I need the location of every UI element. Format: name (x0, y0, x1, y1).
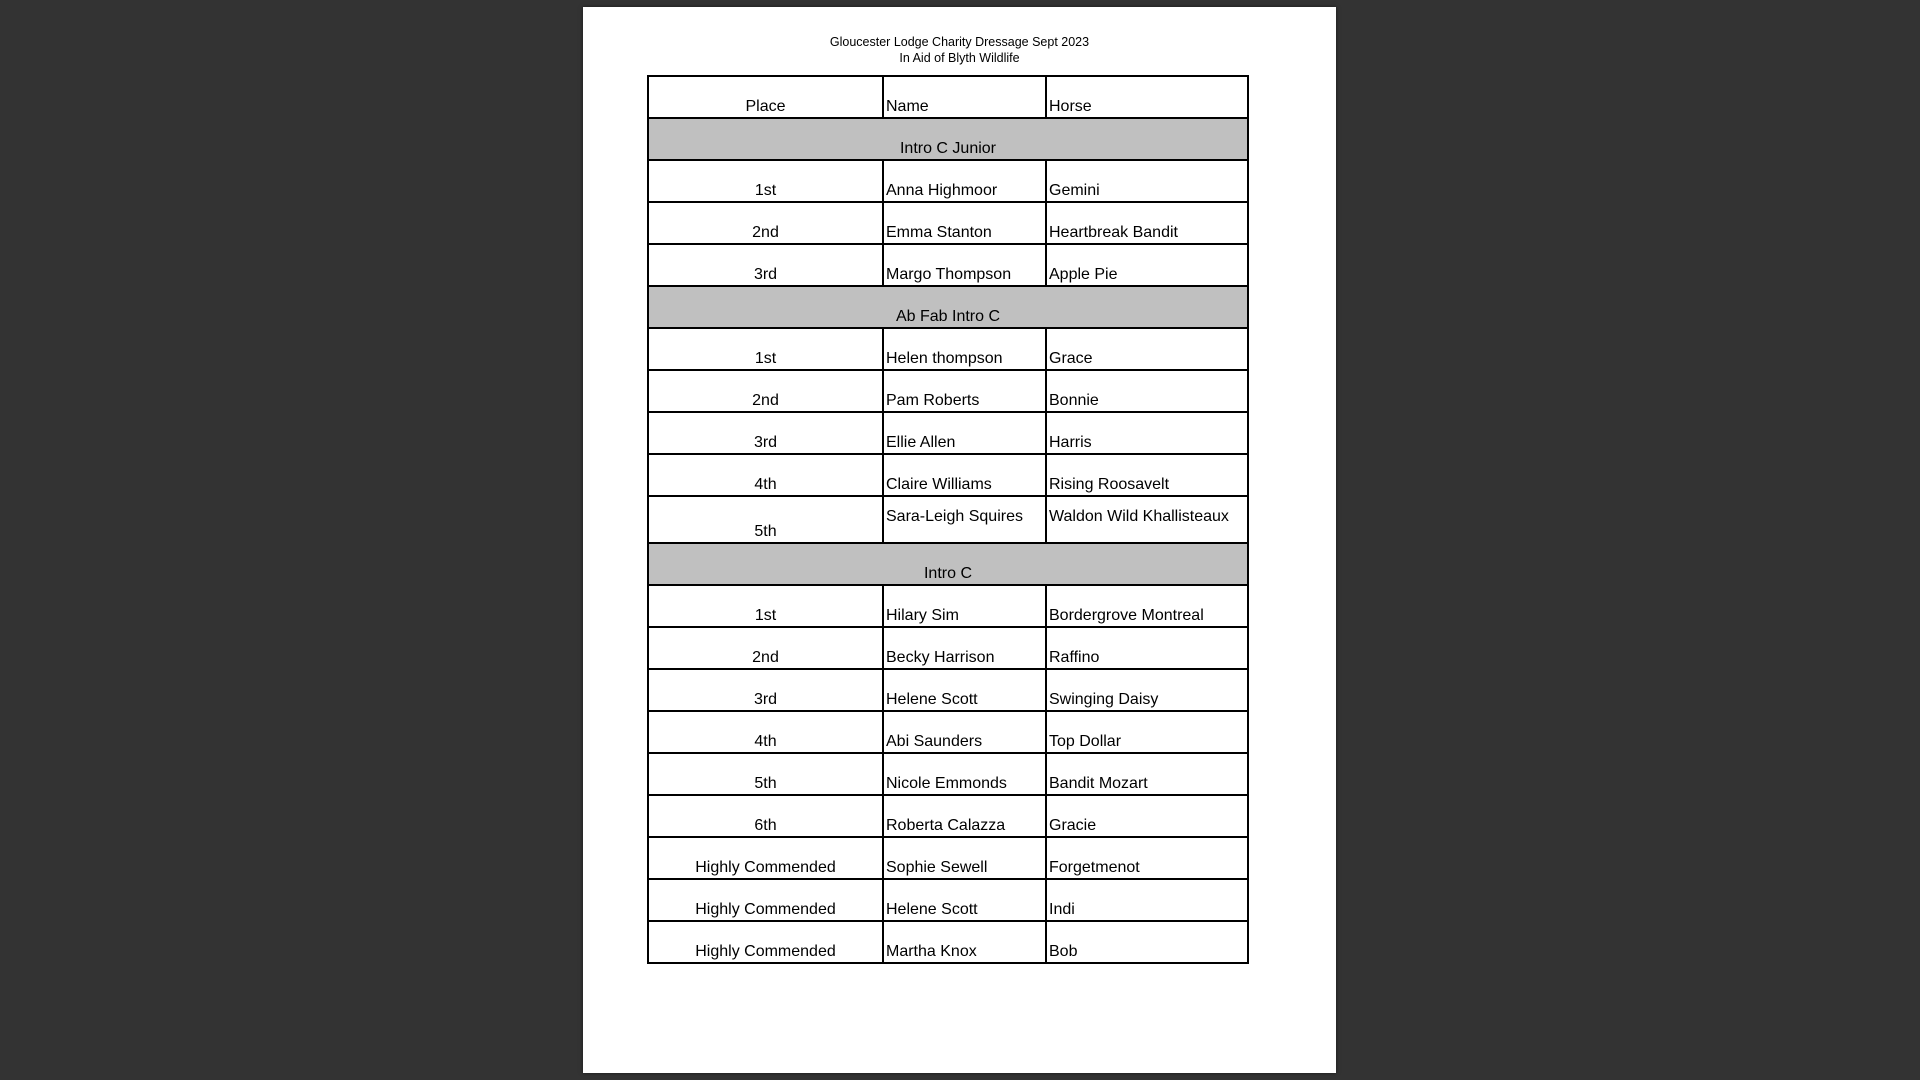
rider-name-cell: Abi Saunders (883, 711, 1046, 753)
horse-name-cell: Top Dollar (1046, 711, 1248, 753)
document-subtitle: In Aid of Blyth Wildlife (899, 51, 1020, 65)
section-row (648, 118, 1248, 160)
place-cell: 4th (648, 711, 883, 753)
rider-name-cell: Sara-Leigh Squires (883, 496, 1046, 543)
rider-name-cell: Pam Roberts (883, 370, 1046, 412)
horse-name-cell: Bonnie (1046, 370, 1248, 412)
place-cell: 3rd (648, 412, 883, 454)
horse-name-cell: Forgetmenot (1046, 837, 1248, 879)
horse-name-cell: Harris (1046, 412, 1248, 454)
document-title: Gloucester Lodge Charity Dressage Sept 2023 (829, 35, 1090, 49)
horse-name-cell: Bandit Mozart (1046, 753, 1248, 795)
horse-name-cell: Bob (1046, 921, 1248, 963)
horse-name-cell: Raffino (1046, 627, 1248, 669)
table-row (648, 585, 1248, 627)
results-table (647, 75, 1249, 964)
place-cell: 1st (648, 160, 883, 202)
section-row (648, 543, 1248, 585)
table-row (648, 921, 1248, 963)
table-row (648, 879, 1248, 921)
rider-name-cell: Roberta Calazza (883, 795, 1046, 837)
table-row (648, 753, 1248, 795)
rider-name-cell: Hilary Sim (883, 585, 1046, 627)
table-row (648, 160, 1248, 202)
document-page (583, 7, 1336, 1073)
section-title: Intro C Junior (648, 118, 1248, 160)
place-cell: Highly Commended (648, 879, 883, 921)
table-row (648, 837, 1248, 879)
rider-name-cell: Emma Stanton (883, 202, 1046, 244)
place-cell: 1st (648, 328, 883, 370)
table-row (648, 669, 1248, 711)
place-cell: 2nd (648, 202, 883, 244)
horse-name-cell: Grace (1046, 328, 1248, 370)
header-name: Name (883, 76, 1046, 118)
place-cell: Highly Commended (648, 921, 883, 963)
document-heading (583, 34, 1336, 66)
horse-name-cell: Rising Roosavelt (1046, 454, 1248, 496)
rider-name-cell: Helen thompson (883, 328, 1046, 370)
place-cell: 5th (648, 496, 883, 543)
section-title: Intro C (648, 543, 1248, 585)
table-row (648, 627, 1248, 669)
horse-name-cell: Heartbreak Bandit (1046, 202, 1248, 244)
table-row (648, 412, 1248, 454)
horse-name-cell: Gemini (1046, 160, 1248, 202)
rider-name-cell: Margo Thompson (883, 244, 1046, 286)
section-title: Ab Fab Intro C (648, 286, 1248, 328)
place-cell: Highly Commended (648, 837, 883, 879)
place-cell: 6th (648, 795, 883, 837)
rider-name-cell: Helene Scott (883, 879, 1046, 921)
header-place: Place (648, 76, 883, 118)
rider-name-cell: Martha Knox (883, 921, 1046, 963)
table-row (648, 496, 1248, 543)
rider-name-cell: Becky Harrison (883, 627, 1046, 669)
horse-name-cell: Apple Pie (1046, 244, 1248, 286)
rider-name-cell: Sophie Sewell (883, 837, 1046, 879)
place-cell: 3rd (648, 244, 883, 286)
header-horse: Horse (1046, 76, 1248, 118)
rider-name-cell: Helene Scott (883, 669, 1046, 711)
place-cell: 2nd (648, 370, 883, 412)
place-cell: 3rd (648, 669, 883, 711)
table-row (648, 328, 1248, 370)
place-cell: 5th (648, 753, 883, 795)
place-cell: 4th (648, 454, 883, 496)
place-cell: 2nd (648, 627, 883, 669)
horse-name-cell: Waldon Wild Khallisteaux (1046, 496, 1248, 543)
section-row (648, 286, 1248, 328)
rider-name-cell: Claire Williams (883, 454, 1046, 496)
table-header-row (648, 76, 1248, 118)
table-row (648, 244, 1248, 286)
rider-name-cell: Anna Highmoor (883, 160, 1046, 202)
rider-name-cell: Nicole Emmonds (883, 753, 1046, 795)
table-row (648, 370, 1248, 412)
table-row (648, 454, 1248, 496)
table-row (648, 202, 1248, 244)
horse-name-cell: Bordergrove Montreal (1046, 585, 1248, 627)
rider-name-cell: Ellie Allen (883, 412, 1046, 454)
horse-name-cell: Indi (1046, 879, 1248, 921)
table-row (648, 711, 1248, 753)
horse-name-cell: Gracie (1046, 795, 1248, 837)
table-row (648, 795, 1248, 837)
place-cell: 1st (648, 585, 883, 627)
horse-name-cell: Swinging Daisy (1046, 669, 1248, 711)
